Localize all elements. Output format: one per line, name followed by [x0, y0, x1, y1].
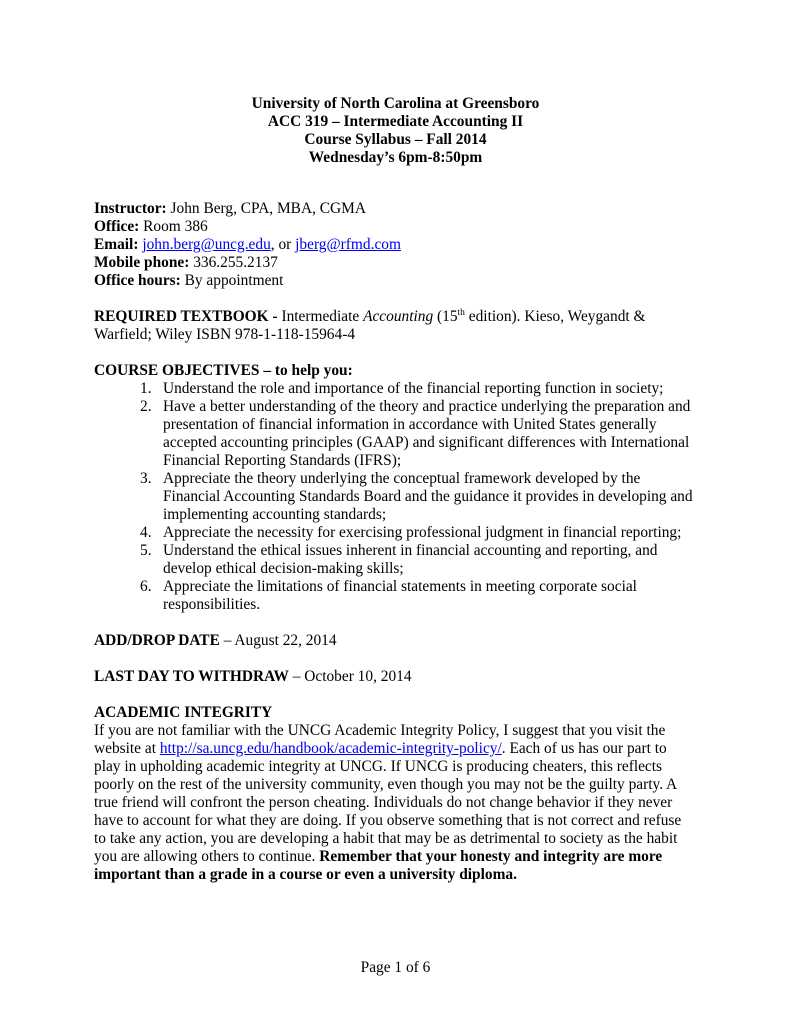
- textbook-text3: edition). Kieso, Weygandt &: [464, 308, 646, 325]
- objective-text-line: develop ethical decision-making skills;: [163, 560, 404, 577]
- integrity-line-4: poorly on the rest of the university community, even though you may not be the guilty party. A: [94, 776, 678, 793]
- email-line: [94, 236, 714, 254]
- integrity-heading-text: ACADEMIC INTEGRITY: [94, 704, 273, 721]
- objective-number: 4.: [140, 524, 152, 541]
- textbook-text1: Intermediate: [281, 308, 364, 325]
- textbook-line: [94, 308, 714, 326]
- instructor-label: Instructor:: [94, 200, 167, 217]
- email-link-rfmd[interactable]: jberg@rfmd.com: [295, 236, 401, 253]
- objective-text-line: Financial Reporting Standards (IFRS);: [163, 452, 402, 469]
- office-hours-label: Office hours:: [94, 272, 181, 289]
- objective-text-line: Understand the role and importance of the financial reporting function in society;: [163, 380, 664, 397]
- objective-number: 1.: [140, 380, 152, 397]
- objectives-heading: [94, 362, 714, 380]
- objective-item: [94, 542, 714, 578]
- objective-number: 6.: [140, 578, 152, 595]
- objective-item: [94, 380, 714, 398]
- objective-number: 2.: [140, 398, 152, 415]
- objective-text-line: presentation of financial information in accordance with United States generally: [163, 416, 657, 433]
- objective-text-line: Appreciate the theory underlying the conceptual framework developed by the: [163, 470, 641, 487]
- phone-value: 336.255.2137: [189, 254, 278, 271]
- objectives-heading-text: COURSE OBJECTIVES – to help you:: [94, 362, 353, 379]
- integrity-line-8-pre: you are allowing others to continue.: [94, 848, 320, 865]
- integrity-line-9-bold: important than a grade in a course or even a university diploma.: [94, 866, 517, 883]
- syllabus-term: Course Syllabus – Fall 2014: [304, 131, 487, 148]
- objective-number: 5.: [140, 542, 152, 559]
- textbook-line-2: Warfield; Wiley ISBN 978-1-118-15964-4: [94, 326, 356, 343]
- objective-text-line: Appreciate the necessity for exercising professional judgment in financial reporting;: [163, 524, 682, 541]
- document-header: [0, 95, 791, 167]
- email-link-uncg[interactable]: john.berg@uncg.edu: [142, 236, 271, 253]
- textbook-edition-sup: th: [457, 308, 465, 318]
- integrity-line-2-pre: website at: [94, 740, 160, 757]
- objective-item: [94, 470, 714, 524]
- objective-text-line: Have a better understanding of the theory and practice underlying the preparation and: [163, 398, 691, 415]
- university-name: University of North Carolina at Greensboro: [251, 95, 540, 112]
- add-drop-line: [94, 632, 714, 650]
- office-value: Room 386: [139, 218, 208, 235]
- phone-line: [94, 254, 714, 272]
- withdraw-value: – October 10, 2014: [288, 668, 412, 685]
- phone-label: Mobile phone:: [94, 254, 190, 271]
- objective-text-line: Understand the ethical issues inherent in financial accounting and reporting, and: [163, 542, 658, 559]
- objective-text-line: implementing accounting standards;: [163, 506, 387, 523]
- objective-item: [94, 398, 714, 470]
- objective-text-line: responsibilities.: [163, 596, 261, 613]
- textbook-title: Accounting: [363, 308, 434, 325]
- page-number: Page 1 of 6: [360, 959, 431, 976]
- integrity-policy-link[interactable]: http://sa.uncg.edu/handbook/academic-integrity-policy/: [159, 740, 502, 757]
- document-body: [94, 200, 714, 884]
- office-hours-line: [94, 272, 714, 290]
- email-separator: , or: [270, 236, 296, 253]
- integrity-line-2: [94, 740, 714, 758]
- withdraw-label: LAST DAY TO WITHDRAW: [94, 668, 289, 685]
- objective-number: 3.: [140, 470, 152, 487]
- objective-item: [94, 524, 714, 542]
- instructor-line: [94, 200, 714, 218]
- add-drop-value: – August 22, 2014: [219, 632, 337, 649]
- integrity-line-1: If you are not familiar with the UNCG Academic Integrity Policy, I suggest that you visit the: [94, 722, 666, 739]
- instructor-value: John Berg, CPA, MBA, CGMA: [166, 200, 366, 217]
- integrity-line-2-post: . Each of us has our part to: [501, 740, 667, 757]
- integrity-line-3: play in upholding academic integrity at UNCG. If UNCG is producing cheaters, this reflects: [94, 758, 663, 775]
- objective-text-line: accepted accounting principles (GAAP) and significant differences with International: [163, 434, 690, 451]
- office-line: [94, 218, 714, 236]
- textbook-text2: (15: [433, 308, 458, 325]
- email-label: Email:: [94, 236, 139, 253]
- textbook-label: REQUIRED TEXTBOOK -: [94, 308, 282, 325]
- add-drop-label: ADD/DROP DATE: [94, 632, 220, 649]
- integrity-line-9: [94, 866, 714, 884]
- integrity-line-6: have to account for what they are doing. If you observe something that is not correct and refuse: [94, 812, 682, 829]
- integrity-heading: [94, 704, 714, 722]
- class-schedule: Wednesday’s 6pm-8:50pm: [308, 149, 483, 166]
- integrity-line-5: true friend will confront the person cheating. Individuals do not change behavior if they never: [94, 794, 673, 811]
- objective-text-line: Appreciate the limitations of financial statements in meeting corporate social: [163, 578, 637, 595]
- objective-text-line: Financial Accounting Standards Board and the guidance it provides in developing and: [163, 488, 693, 505]
- withdraw-line: [94, 668, 714, 686]
- course-title: ACC 319 – Intermediate Accounting II: [267, 113, 524, 130]
- office-label: Office:: [94, 218, 140, 235]
- integrity-line-8-bold: Remember that your honesty and integrity are more: [319, 848, 663, 865]
- objectives-list: [94, 380, 714, 614]
- integrity-line-7: to take any action, you are developing a habit that may be as detrimental to society as the habit: [94, 830, 678, 847]
- integrity-line-8: [94, 848, 714, 866]
- objective-item: [94, 578, 714, 614]
- office-hours-value: By appointment: [180, 272, 284, 289]
